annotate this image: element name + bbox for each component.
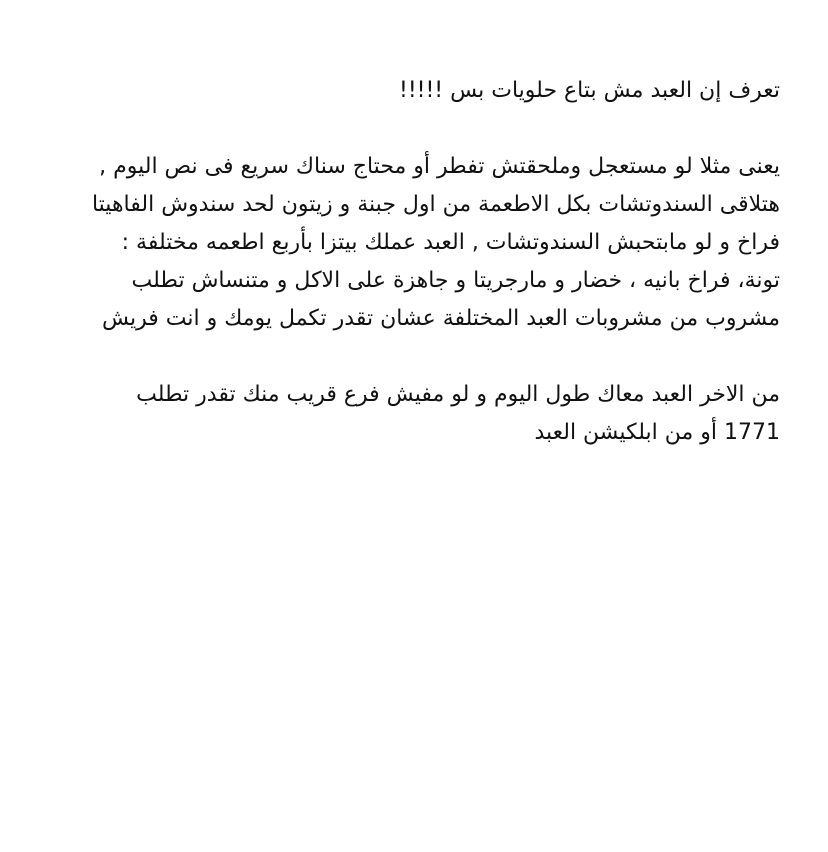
paragraph-line: هتلاقى السندوتشات بكل الاطعمة من اول جبنة و زيتون لحد سندوش الفاهيتا [91,192,780,217]
heading-line: تعرف إن العبد مش بتاع حلويات بس !!!!! [399,78,780,103]
paragraph-breakfast-sandwiches [48,148,780,338]
paragraph-line: مشروب من مشروبات العبد المختلفة عشان تقدر تكمل يومك و انت فريش [101,306,780,331]
paragraph-line: يعنى مثلا لو مستعجل وملحقتش تفطر أو محتاج سناك سريع فى نص اليوم , [99,154,780,179]
paragraph-line: من الاخر العبد معاك طول اليوم و لو مفيش فرع قريب منك تقدر تطلب [136,382,780,407]
document-body [48,72,780,490]
paragraph-delivery [48,376,780,452]
document-heading [48,72,780,110]
paragraph-line: 1771 أو من ابلكيشن العبد [534,420,780,445]
paragraph-line: تونة، فراخ بانيه ، خضار و مارجريتا و جاهزة على الاكل و متنساش تطلب [131,268,780,293]
paragraph-line: فراخ و لو مابتحبش السندوتشات , العبد عملك بيتزا بأربع اطعمه مختلفة : [121,230,780,255]
